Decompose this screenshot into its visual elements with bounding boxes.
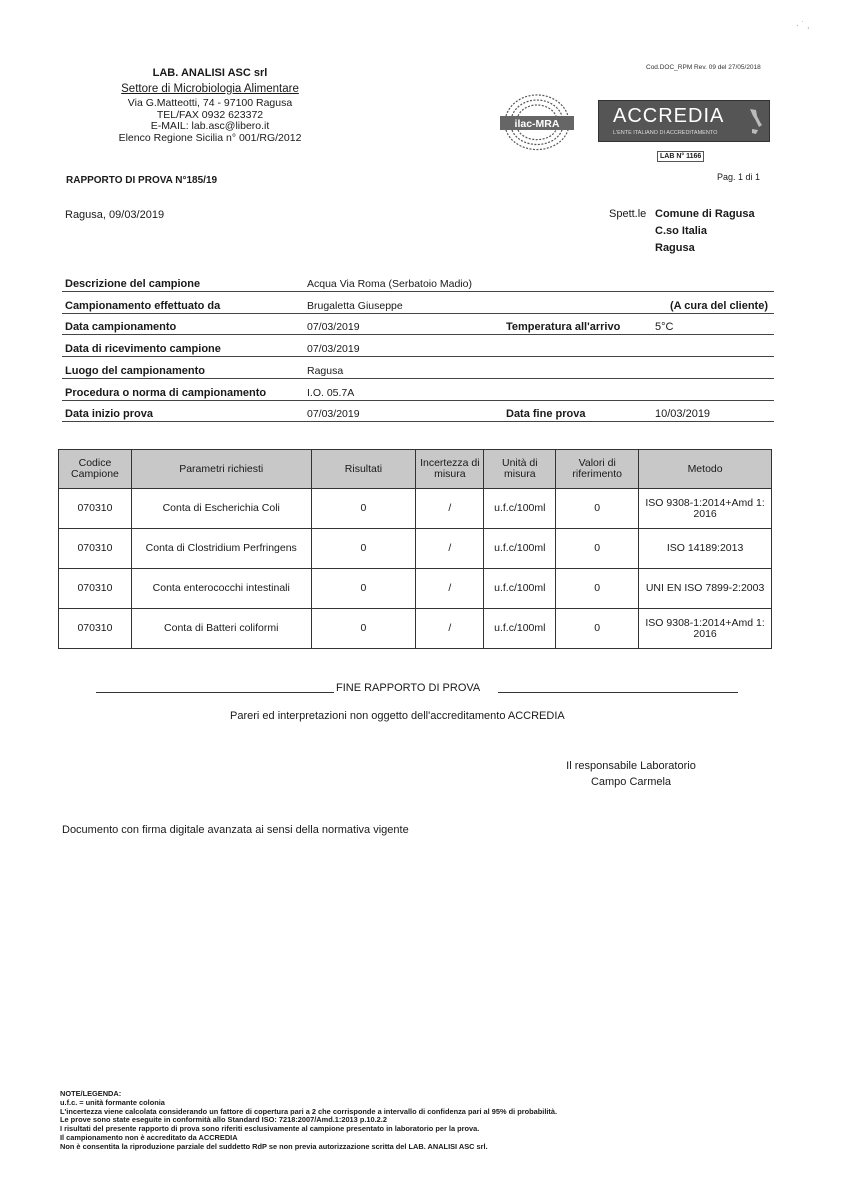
table-header-row [59, 450, 772, 489]
cell-reference: 0 [556, 569, 639, 609]
arrival-temp-label: Temperatura all'arrivo [506, 321, 621, 333]
lab-address: Via G.Matteotti, 74 - 97100 Ragusa [127, 97, 293, 109]
cell-uncertainty: / [416, 609, 484, 649]
header-risultati: Risultati [311, 450, 416, 489]
cell-code: 070310 [59, 569, 132, 609]
arrival-temp-value: 5°C [655, 321, 674, 333]
ilac-mra-text: ilac-MRA [514, 118, 560, 130]
info-row-sampled-by [62, 293, 774, 314]
table-row [59, 529, 772, 569]
note-line: Le prove sono state eseguite in conformità allo Standard ISO: 7218:2007/Amd.1:2013 p.10.2.2 [60, 1115, 387, 1125]
cell-unit: u.f.c/100ml [484, 569, 556, 609]
scan-mark: · ˙ , [796, 20, 810, 30]
end-date-value: 10/03/2019 [655, 408, 711, 420]
report-title: RAPPORTO DI PROVA N°185/19 [66, 175, 218, 186]
procedure-label: Procedura o norma di campionamento [65, 387, 267, 399]
info-row-receipt-date [62, 336, 774, 357]
cell-unit: u.f.c/100ml [484, 489, 556, 529]
sampling-date-value: 07/03/2019 [307, 321, 360, 333]
header-metodo: Metodo [639, 450, 772, 489]
cell-uncertainty: / [416, 529, 484, 569]
cell-method: UNI EN ISO 7899-2:2003 [639, 569, 772, 609]
header-valori: Valori di riferimento [556, 450, 639, 489]
cell-uncertainty: / [416, 489, 484, 529]
cell-reference: 0 [556, 529, 639, 569]
cell-parameter: Conta di Clostridium Perfringens [131, 529, 311, 569]
header-codice: Codice Campione [59, 450, 132, 489]
start-date-value: 07/03/2019 [307, 408, 360, 420]
lab-name: LAB. ANALISI ASC srl [152, 67, 268, 79]
cell-result: 0 [311, 569, 416, 609]
end-date-label: Data fine prova [506, 408, 586, 420]
accredia-lab-number: LAB N° 1166 [657, 151, 704, 162]
cell-method: ISO 9308-1:2014+Amd 1: 2016 [639, 609, 772, 649]
table-row [59, 569, 772, 609]
notes-legend [60, 1090, 557, 1152]
sampled-by-value: Brugaletta Giuseppe [307, 300, 403, 312]
note-line: u.f.c. = unità formante colonia [60, 1097, 165, 1107]
header-incertezza: Incertezza di misura [416, 450, 484, 489]
divider-left [96, 692, 334, 693]
table-row [59, 609, 772, 649]
info-row-procedure [62, 380, 774, 401]
cell-method: ISO 14189:2013 [639, 529, 772, 569]
accredia-logo [598, 100, 770, 142]
divider-right [498, 692, 738, 693]
cell-result: 0 [311, 489, 416, 529]
accredia-brand: ACCREDIA [613, 105, 725, 127]
info-row-place [62, 358, 774, 379]
cell-unit: u.f.c/100ml [484, 609, 556, 649]
sampled-by-label: Campionamento effettuato da [65, 300, 221, 312]
note-line: L'incertezza viene calcolata considerando un fattore di copertura pari a 2 che corrisponde a intervallo di confidenza pari al 95% di probabilità. [60, 1106, 558, 1116]
signatory-block [557, 758, 705, 790]
description-value: Acqua Via Roma (Serbatoio Madio) [307, 278, 472, 290]
info-row-sampling-date [62, 314, 774, 335]
start-date-label: Data inizio prova [65, 408, 154, 420]
recipient-label: Spett.le [609, 208, 647, 220]
description-label: Descrizione del campione [65, 278, 201, 290]
sampling-date-label: Data campionamento [65, 321, 177, 333]
info-row-test-dates [62, 401, 774, 422]
place-label: Luogo del campionamento [65, 365, 205, 377]
digital-signature-note: Documento con firma digitale avanzata ai sensi della normativa vigente [62, 824, 409, 836]
accreditation-disclaimer: Pareri ed interpretazioni non oggetto dell'accreditamento ACCREDIA [230, 710, 565, 722]
cell-parameter: Conta di Batteri coliformi [131, 609, 311, 649]
lab-sector: Settore di Microbiologia Alimentare [121, 82, 299, 95]
note-line: Il campionamento non è accreditato da ACCREDIA [60, 1132, 238, 1142]
page-number: Pag. 1 di 1 [717, 172, 761, 182]
lab-telfax: TEL/FAX 0932 623372 [156, 108, 264, 121]
italy-icon [747, 107, 763, 135]
header-unita: Unità di misura [484, 450, 556, 489]
sampled-by-note: (A cura del cliente) [669, 300, 768, 312]
recipient-name: Comune di Ragusa [655, 208, 755, 220]
cell-uncertainty: / [416, 569, 484, 609]
recipient-city: Ragusa [655, 242, 695, 254]
cell-result: 0 [311, 529, 416, 569]
cell-code: 070310 [59, 489, 132, 529]
procedure-value: I.O. 05.7A [307, 387, 355, 399]
table-row [59, 489, 772, 529]
ilac-mra-logo [496, 86, 578, 158]
cell-reference: 0 [556, 609, 639, 649]
accredia-subtitle: L'ENTE ITALIANO DI ACCREDITAMENTO [613, 130, 718, 136]
signatory-role: Il responsabile Laboratorio [566, 760, 696, 772]
cell-result: 0 [311, 609, 416, 649]
results-table [58, 449, 772, 649]
report-city-date: Ragusa, 09/03/2019 [65, 209, 165, 221]
notes-heading: NOTE/LEGENDA: [60, 1089, 122, 1098]
cell-code: 070310 [59, 609, 132, 649]
cell-unit: u.f.c/100ml [484, 529, 556, 569]
note-line: Non è consentita la riproduzione parziale del suddetto RdP se non previa autorizzazione scritta del LAB. ANALISI ASC srl. [60, 1141, 488, 1151]
cell-parameter: Conta di Escherichia Coli [131, 489, 311, 529]
receipt-date-value: 07/03/2019 [307, 343, 360, 355]
receipt-date-label: Data di ricevimento campione [65, 343, 221, 355]
signatory-name: Campo Carmela [590, 776, 672, 788]
document-code: Cod.DOC_RPM Rev. 09 del 27/05/2018 [646, 64, 761, 71]
note-line: I risultati del presente rapporto di prova sono riferiti esclusivamente al campione presentato in laboratorio per la prova. [60, 1124, 480, 1134]
info-row-description [62, 271, 774, 292]
lab-header [100, 68, 320, 144]
end-of-report-text: FINE RAPPORTO DI PROVA [336, 682, 481, 694]
place-value: Ragusa [307, 365, 344, 377]
cell-reference: 0 [556, 489, 639, 529]
cell-parameter: Conta enterococchi intestinali [131, 569, 311, 609]
cell-code: 070310 [59, 529, 132, 569]
header-parametri: Parametri richiesti [131, 450, 311, 489]
cell-method: ISO 9308-1:2014+Amd 1: 2016 [639, 489, 772, 529]
recipient-street: C.so Italia [655, 225, 707, 237]
lab-email: E-MAIL: lab.asc@libero.it [150, 120, 270, 132]
lab-registry: Elenco Regione Sicilia n° 001/RG/2012 [118, 131, 302, 144]
